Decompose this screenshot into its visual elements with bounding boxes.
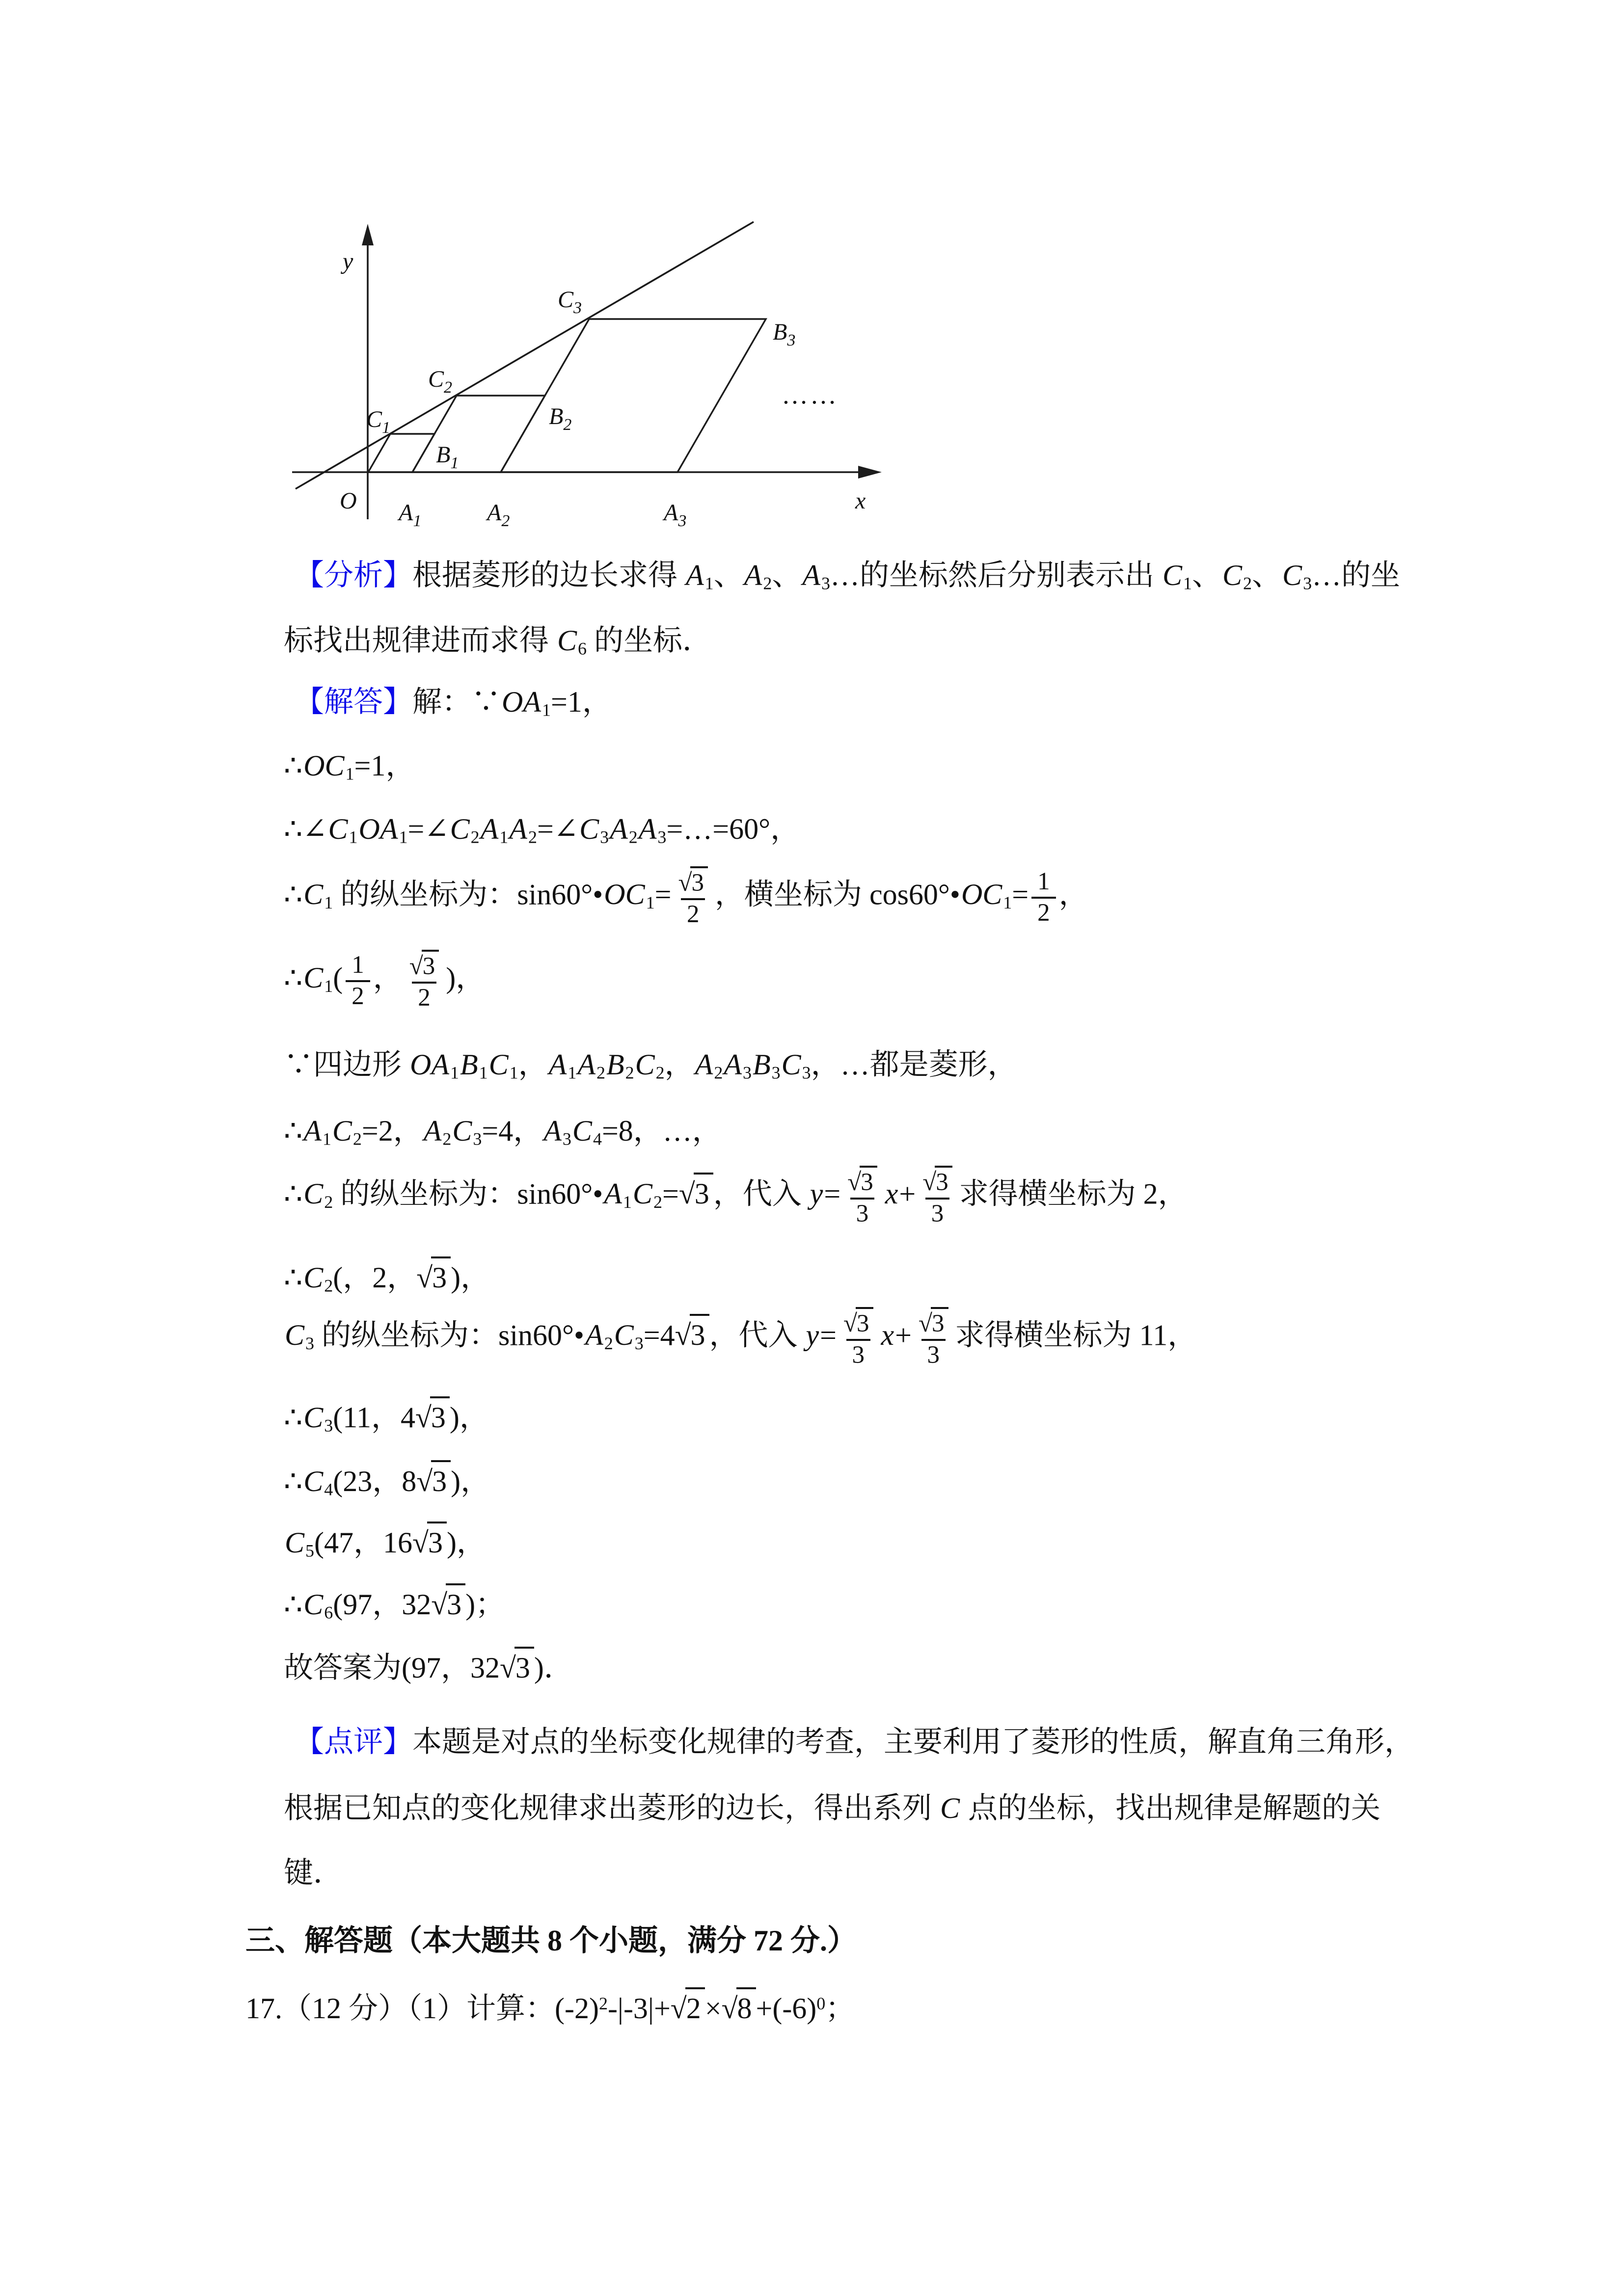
- text-run: )，: [446, 1526, 486, 1559]
- subscript: 6: [324, 1602, 333, 1623]
- math-variable: C: [572, 1115, 592, 1147]
- text-run: =: [662, 1177, 679, 1210]
- subscript: 1: [541, 700, 551, 720]
- math-variable: y: [810, 1177, 823, 1210]
- radical-icon: √: [416, 1261, 433, 1294]
- math-variable: A: [744, 559, 762, 591]
- subscript: 1: [623, 1192, 632, 1212]
- radicand: 3: [860, 1166, 877, 1197]
- comment-line-3: [284, 1855, 343, 1891]
- analysis-line-1: [295, 557, 1400, 602]
- math-variable: OC: [303, 749, 345, 782]
- math-variable: C: [488, 1048, 509, 1081]
- text-run: )；: [465, 1588, 505, 1621]
- math-variable: C: [303, 1177, 324, 1210]
- math-variable: A: [423, 1115, 442, 1147]
- text-run: -|-3|+: [607, 1992, 671, 2025]
- radical-icon: √: [412, 1526, 429, 1559]
- text-run: +: [895, 1319, 912, 1352]
- text-run: 故答案为(97，32: [284, 1652, 500, 1684]
- solution-line-11: [284, 1396, 489, 1444]
- text-run: 、: [772, 559, 802, 591]
- math-variable: B: [606, 1048, 624, 1081]
- point-label-B3: $B_3$: [773, 319, 796, 349]
- text-run: 求得横坐标为 11，: [955, 1319, 1197, 1352]
- math-variable: C: [614, 1319, 634, 1352]
- subscript: 1: [646, 893, 655, 912]
- solution-line-9: [284, 1256, 490, 1304]
- text-run: =4: [643, 1319, 675, 1352]
- subscript: 3: [821, 573, 830, 593]
- math-variable: C: [557, 624, 577, 657]
- math-variable: A: [604, 1177, 622, 1210]
- rhombus-OA1B1C1: [368, 434, 434, 472]
- continuation-ellipsis: ……: [782, 380, 839, 409]
- text-run: ∴: [284, 749, 303, 782]
- subscript: 3: [324, 1415, 333, 1436]
- radical-icon: √: [670, 1992, 687, 2025]
- math-variable: A: [548, 1048, 567, 1081]
- fraction: [346, 951, 370, 1011]
- point-label-C3: $C_3$: [558, 287, 582, 317]
- radical-icon: √: [847, 1169, 862, 1196]
- radicand: 8: [736, 1987, 756, 2027]
- text-run: =: [820, 1319, 837, 1352]
- text-run: ，: [664, 1048, 694, 1081]
- math-variable: C: [285, 1526, 305, 1559]
- radicand: 3: [694, 1173, 713, 1212]
- text-run: ，代入: [713, 1177, 809, 1210]
- math-variable: A: [303, 1115, 322, 1147]
- subscript: 3: [562, 1129, 571, 1149]
- comment-line-1: [295, 1724, 1414, 1760]
- text-run: 根据菱形的边长求得: [412, 559, 685, 591]
- text-run: 17.（12 分）（1）计算：(-2): [245, 1992, 599, 2025]
- math-variable: C: [1162, 559, 1182, 591]
- radicand: 3: [856, 1307, 873, 1338]
- math-variable: A: [686, 559, 704, 591]
- solution-line-5: [284, 950, 485, 1012]
- text-run: ，: [373, 961, 403, 994]
- point-label-C1: $C_1$: [366, 406, 391, 437]
- math-variable: C: [332, 1115, 352, 1147]
- text-run: =∠: [407, 813, 449, 845]
- math-variable: C: [781, 1048, 801, 1081]
- text-run: 2: [418, 984, 431, 1012]
- text-run: (11，4: [333, 1401, 415, 1434]
- fraction: [843, 1166, 881, 1228]
- text-run: 3: [927, 1341, 940, 1369]
- radical-icon: √: [416, 1465, 433, 1497]
- radicand: 3: [422, 950, 439, 981]
- text-run: =…=60°，: [666, 813, 800, 845]
- solution-line-8: [284, 1166, 1188, 1228]
- math-variable: A: [543, 1115, 562, 1147]
- text-run: 标找出规律进而求得: [284, 624, 556, 657]
- radicand: 3: [935, 1166, 952, 1197]
- text-run: =: [1012, 878, 1029, 911]
- math-variable: x: [885, 1177, 898, 1210]
- solution-line-14: [284, 1583, 505, 1631]
- text-run: …的坐标然后分别表示出: [830, 559, 1162, 591]
- radical-icon: √: [922, 1169, 937, 1196]
- sqrt-expression: [679, 1173, 713, 1212]
- radical-icon: √: [919, 1310, 932, 1337]
- subscript: 2: [470, 827, 480, 847]
- subscript: 1: [324, 893, 333, 912]
- fraction: [1031, 868, 1056, 927]
- radicand: 3: [446, 1583, 465, 1623]
- subscript: 1: [499, 827, 509, 847]
- text-run: 2: [352, 983, 364, 1011]
- math-variable: C: [452, 1115, 472, 1147]
- subscript: 3: [305, 1334, 315, 1353]
- subscript: 3: [802, 1063, 811, 1083]
- text-run: +: [899, 1177, 916, 1210]
- sqrt-expression: [843, 1307, 873, 1338]
- subscript: 2: [596, 1063, 605, 1083]
- text-run: (23，8: [333, 1465, 417, 1497]
- radicand: 3: [690, 866, 708, 897]
- subscript: 2: [324, 1192, 333, 1212]
- radicand: 3: [431, 1256, 451, 1296]
- radicand: 2: [685, 1987, 705, 2027]
- comment-line-2: [284, 1790, 1380, 1826]
- subscript: 3: [473, 1129, 482, 1149]
- point-label-B2: $B_2$: [549, 403, 572, 434]
- math-variable: A: [638, 813, 657, 845]
- x-axis-label: x: [855, 488, 866, 514]
- text-run: =: [654, 878, 672, 911]
- solution-line-3: [284, 811, 800, 855]
- subscript: 2: [1243, 573, 1252, 593]
- radical-icon: √: [499, 1652, 516, 1684]
- text-run: 解：∵: [412, 686, 501, 718]
- text-run: 3: [931, 1200, 944, 1228]
- text-run: )，: [451, 1465, 490, 1497]
- text-run: )，: [449, 1401, 489, 1434]
- subscript: 2: [324, 1276, 333, 1296]
- radical-icon: √: [675, 1319, 691, 1352]
- text-run: 、: [1192, 559, 1221, 591]
- sqrt-expression: [675, 1314, 709, 1353]
- text-run: 本题是对点的坐标变化规律的考查，主要利用了菱形的性质，解直角三角形，: [412, 1726, 1414, 1758]
- subscript: 2: [528, 827, 537, 847]
- text-run: 1: [352, 951, 364, 979]
- section-label: 【点评】: [295, 1726, 412, 1758]
- text-run: =1，: [354, 749, 415, 782]
- text-run: =4，: [482, 1115, 543, 1147]
- subscript: 1: [704, 573, 714, 593]
- radical-icon: √: [409, 953, 423, 980]
- subscript: 2: [352, 1129, 362, 1149]
- analysis-line-2: [284, 622, 712, 667]
- superscript: 0: [816, 1994, 826, 2013]
- sqrt-expression: [416, 1256, 451, 1296]
- radicand: 3: [427, 1522, 447, 1561]
- text-run: 点的坐标，找出规律是解题的关: [961, 1792, 1381, 1824]
- math-variable: C: [450, 813, 470, 845]
- sqrt-expression: [919, 1307, 948, 1338]
- solution-line-12: [284, 1460, 490, 1508]
- fraction: [839, 1307, 877, 1369]
- point-label-C2: $C_2$: [428, 366, 453, 397]
- section-label: 【分析】: [295, 559, 412, 591]
- math-variable: x: [881, 1319, 894, 1352]
- text-run: 求得横坐标为 2，: [959, 1177, 1188, 1210]
- text-run: 的纵坐标为：sin60°•: [314, 1319, 585, 1352]
- subscript: 2: [763, 573, 772, 593]
- text-run: 根据已知点的变化规律求出菱形的边长，得出系列: [284, 1792, 939, 1824]
- subscript: 1: [1183, 573, 1192, 593]
- radicand: 3: [431, 1460, 451, 1499]
- text-run: )，: [451, 1261, 490, 1294]
- math-variable: A: [585, 1319, 603, 1352]
- math-variable: C: [632, 1177, 652, 1210]
- subscript: 5: [305, 1541, 315, 1561]
- text-run: ∴: [284, 1465, 303, 1497]
- text-run: ，代入: [709, 1319, 805, 1352]
- radical-icon: √: [415, 1401, 432, 1434]
- fraction: [674, 866, 712, 929]
- subscript: 2: [714, 1063, 723, 1083]
- math-variable: OA: [358, 813, 398, 845]
- text-run: ∴: [284, 1115, 303, 1147]
- radical-icon: √: [843, 1310, 858, 1337]
- math-variable: C: [940, 1792, 960, 1824]
- math-variable: C: [303, 878, 324, 911]
- subscript: 1: [568, 1063, 577, 1083]
- section-label: 【解答】: [295, 686, 412, 718]
- radicand: 3: [931, 1307, 948, 1338]
- text-run: 2: [686, 901, 700, 929]
- text-run: ，: [518, 1048, 548, 1081]
- question-17: [245, 1985, 855, 2027]
- text-run: 三、解答题（本大题共 8 个小题，满分 72 分.）: [245, 1924, 857, 1957]
- subscript: 4: [593, 1129, 602, 1149]
- math-variable: A: [802, 559, 820, 591]
- subscript: 4: [324, 1479, 333, 1499]
- text-run: ，…都是菱形，: [811, 1048, 1017, 1081]
- text-run: =2，: [361, 1115, 423, 1147]
- math-variable: OC: [961, 878, 1002, 911]
- text-run: ，横坐标为 cos60°•: [714, 878, 960, 911]
- sqrt-expression: [415, 1396, 450, 1436]
- math-variable: C: [328, 813, 348, 845]
- subscript: 1: [1003, 893, 1012, 912]
- fraction: [406, 950, 443, 1012]
- fraction: [919, 1166, 956, 1228]
- superscript: 2: [598, 1994, 608, 2013]
- text-run: 键．: [284, 1857, 343, 1889]
- text-run: ×: [704, 1992, 722, 2025]
- text-run: ∵四边形: [284, 1048, 409, 1081]
- text-run: =: [824, 1177, 841, 1210]
- text-run: …的坐: [1312, 559, 1401, 591]
- text-run: =∠: [537, 813, 579, 845]
- math-variable: y: [806, 1319, 819, 1352]
- text-run: ，: [1058, 878, 1088, 911]
- point-label-B1: $B_1$: [436, 442, 459, 472]
- section-heading: [245, 1922, 857, 1959]
- solution-line-15: [284, 1647, 573, 1686]
- math-variable: C: [1222, 559, 1243, 591]
- text-run: 2: [1037, 899, 1050, 927]
- text-run: ∴: [284, 878, 303, 911]
- subscript: 1: [509, 1063, 518, 1083]
- text-run: 、: [1252, 559, 1282, 591]
- sqrt-expression: [847, 1166, 877, 1197]
- text-run: 的纵坐标为：sin60°•: [333, 878, 603, 911]
- subscript: 1: [345, 764, 354, 784]
- sqrt-expression: [409, 950, 439, 981]
- radical-icon: √: [721, 1992, 738, 2025]
- diagonal-line: [296, 222, 754, 489]
- sqrt-expression: [412, 1522, 447, 1561]
- subscript: 1: [322, 1129, 331, 1149]
- point-label-A2: $A_2$: [487, 500, 510, 530]
- math-variable: C: [579, 813, 599, 845]
- subscript: 2: [604, 1334, 613, 1353]
- math-variable: OA: [502, 686, 541, 718]
- text-run: 3: [856, 1200, 869, 1228]
- subscript: 1: [450, 1063, 459, 1083]
- subscript: 6: [578, 639, 587, 659]
- text-run: 的纵坐标为：sin60°•: [333, 1177, 603, 1210]
- math-variable: A: [695, 1048, 713, 1081]
- math-variable: C: [303, 1401, 324, 1434]
- y-axis-label: y: [343, 248, 353, 274]
- solution-line-7: [284, 1113, 722, 1157]
- math-variable: B: [752, 1048, 771, 1081]
- solution-line-2: [284, 748, 415, 792]
- solution-line-13: [284, 1522, 486, 1569]
- radical-icon: √: [678, 1177, 695, 1210]
- sqrt-expression: [416, 1460, 451, 1499]
- subscript: 3: [657, 827, 667, 847]
- sqrt-expression: [722, 1987, 756, 2027]
- math-variable: A: [610, 813, 628, 845]
- math-variable: OC: [604, 878, 645, 911]
- text-run: =8，…，: [601, 1115, 722, 1147]
- subscript: 1: [479, 1063, 488, 1083]
- solution-line-10: [284, 1307, 1197, 1369]
- subscript: 1: [349, 827, 358, 847]
- text-run: )．: [534, 1652, 573, 1684]
- solution-line-6: [284, 1046, 1017, 1091]
- y-axis-arrow-icon: [362, 224, 374, 245]
- sqrt-expression: [500, 1647, 534, 1686]
- subscript: 1: [399, 827, 408, 847]
- math-variable: C: [303, 1588, 324, 1621]
- point-label-A1: $A_1$: [399, 500, 422, 530]
- math-variable: C: [303, 1261, 324, 1294]
- text-run: (，2，: [333, 1261, 417, 1294]
- sqrt-expression: [678, 866, 708, 897]
- text-run: ∴: [284, 1261, 303, 1294]
- sqrt-expression: [431, 1583, 465, 1623]
- subscript: 2: [442, 1129, 452, 1149]
- text-run: )，: [446, 961, 486, 994]
- math-variable: C: [303, 1465, 324, 1497]
- x-axis-arrow-icon: [858, 466, 882, 479]
- radicand: 3: [514, 1647, 534, 1686]
- rhombus-diagram: [270, 206, 908, 550]
- solution-line-1: [295, 684, 612, 728]
- radical-icon: √: [431, 1588, 448, 1621]
- radicand: 3: [430, 1396, 450, 1436]
- text-run: 3: [852, 1341, 865, 1369]
- subscript: 2: [625, 1063, 634, 1083]
- subscript: 2: [628, 827, 638, 847]
- math-variable: C: [285, 1319, 305, 1352]
- math-variable: C: [303, 961, 324, 994]
- subscript: 2: [655, 1063, 665, 1083]
- subscript: 2: [653, 1192, 662, 1212]
- origin-label: O: [340, 488, 357, 514]
- subscript: 3: [742, 1063, 752, 1083]
- subscript: 3: [1303, 573, 1312, 593]
- math-variable: A: [480, 813, 499, 845]
- text-run: ∴: [284, 1401, 303, 1434]
- subscript: 3: [771, 1063, 781, 1083]
- fraction: [915, 1307, 952, 1369]
- sqrt-expression: [922, 1166, 952, 1197]
- math-variable: C: [635, 1048, 655, 1081]
- text-run: (97，32: [333, 1588, 432, 1621]
- subscript: 1: [324, 976, 333, 996]
- subscript: 3: [600, 827, 609, 847]
- math-variable: A: [509, 813, 527, 845]
- text-run: ；: [825, 1992, 855, 2025]
- text-run: 的坐标．: [587, 624, 712, 657]
- text-run: ∴: [284, 961, 303, 994]
- text-run: (47，16: [314, 1526, 413, 1559]
- math-variable: C: [1282, 559, 1302, 591]
- sqrt-expression: [671, 1987, 705, 2027]
- radicand: 3: [690, 1314, 709, 1353]
- text-run: (: [333, 961, 343, 994]
- math-variable: B: [460, 1048, 478, 1081]
- text-run: 1: [1037, 868, 1050, 895]
- text-run: +(-6): [756, 1992, 817, 2025]
- math-variable: A: [724, 1048, 742, 1081]
- point-label-A3: $A_3$: [664, 500, 687, 530]
- math-variable: OA: [410, 1048, 449, 1081]
- solution-line-4: [284, 866, 1088, 929]
- text-run: ∴∠: [284, 813, 327, 845]
- text-run: ∴: [284, 1588, 303, 1621]
- math-variable: A: [577, 1048, 595, 1081]
- subscript: 3: [634, 1334, 644, 1353]
- text-run: =1，: [550, 686, 612, 718]
- text-run: ∴: [284, 1177, 303, 1210]
- radical-icon: √: [678, 869, 692, 897]
- text-run: 、: [713, 559, 743, 591]
